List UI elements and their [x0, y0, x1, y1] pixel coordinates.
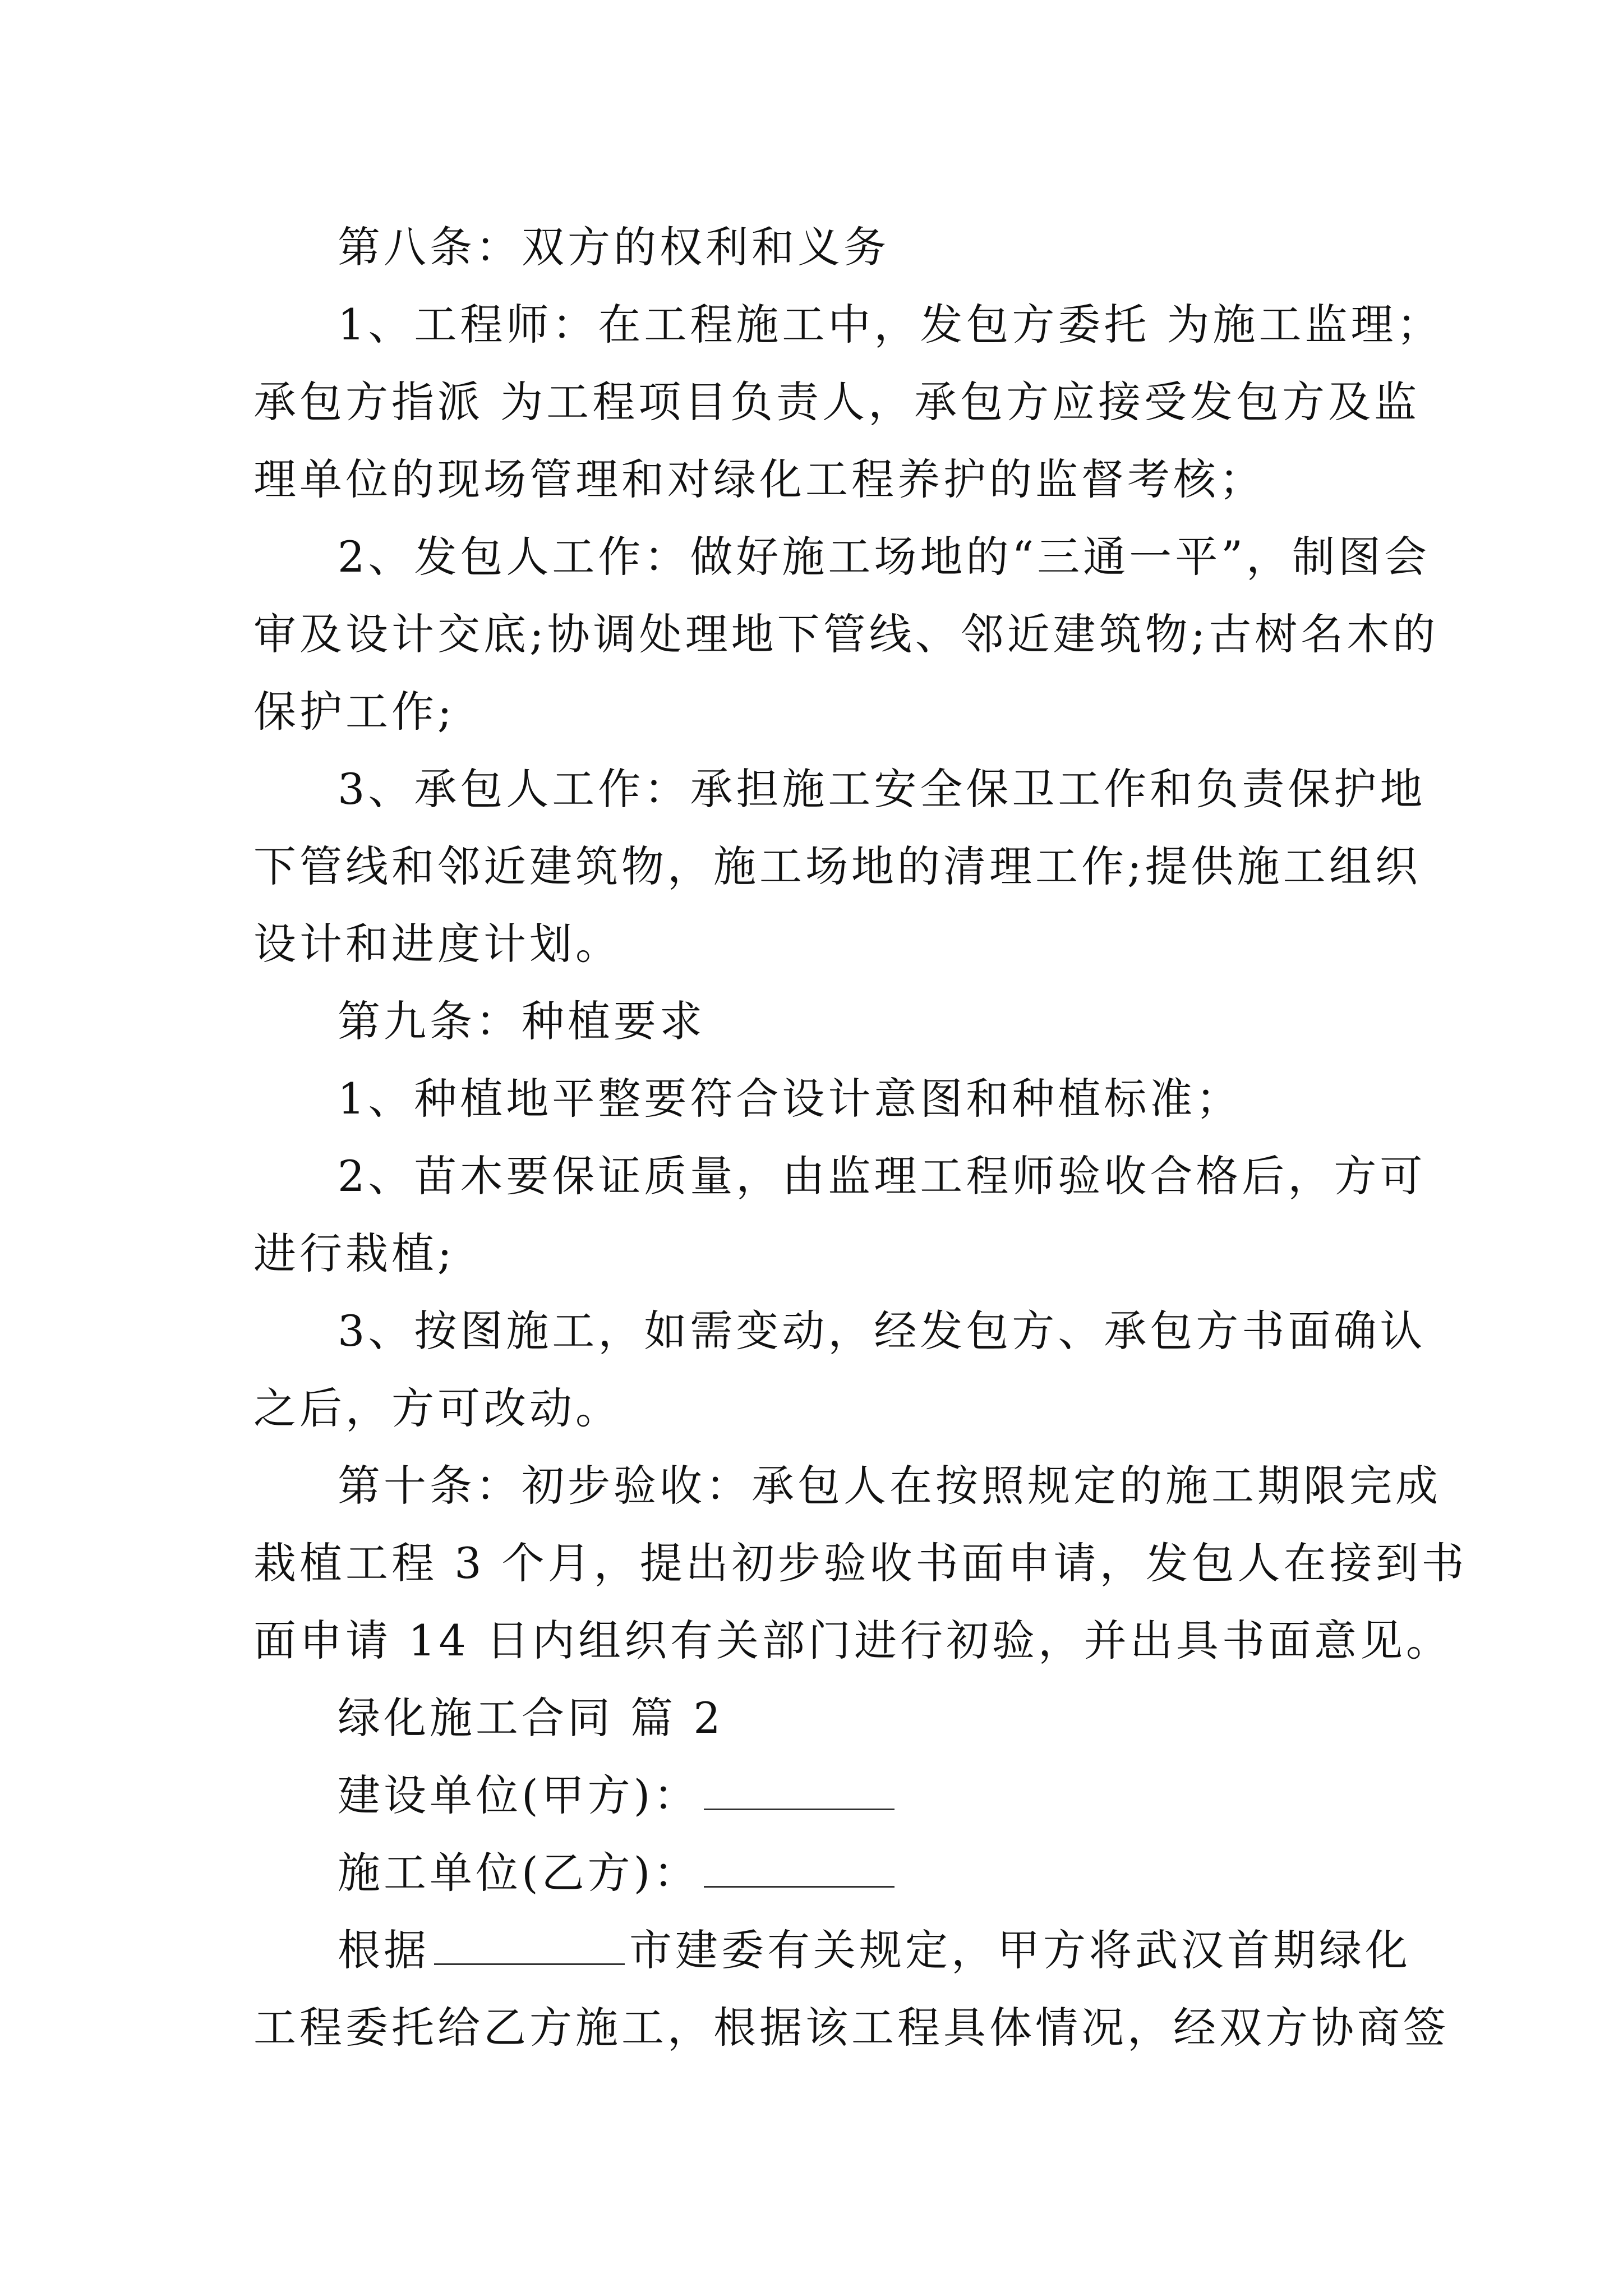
paragraph-line: 3、承包人工作：承担施工安全保卫工作和负责保护地 — [338, 764, 1426, 814]
document-body — [253, 209, 1468, 1757]
paragraph-line: 第十条：初步验收：承包人在按照规定的施工期限完成 — [338, 1461, 1441, 1511]
paragraph-line: 审及设计交底;协调处理地下管线、邻近建筑物;古树名木的 — [253, 609, 1439, 659]
party-a-label: 建设单位(甲方)： — [338, 1770, 700, 1820]
paragraph-line: 1、工程师：在工程施工中，发包方委托 为施工监理； — [338, 300, 1443, 349]
paragraph-line: 面申请 14 日内组织有关部门进行初验，并出具书面意见。 — [253, 1616, 1453, 1665]
paragraph-line: 3、按图施工，如需变动，经发包方、承包方书面确认 — [338, 1306, 1426, 1356]
basis-suffix: 市建委有关规定，甲方将武汉首期绿化 — [629, 1925, 1411, 1975]
paragraph-line: 理单位的现场管理和对绿化工程养护的监督考核； — [253, 454, 1265, 504]
paragraph-line: 第八条：双方的权利和义务 — [338, 222, 889, 272]
paragraph-line: 设计和进度计划。 — [253, 919, 621, 969]
paragraph-line: 之后，方可改动。 — [253, 1383, 621, 1433]
paragraph-line: 第九条：种植要求 — [338, 996, 706, 1046]
party-b-blank — [704, 1847, 895, 1888]
document-page — [253, 209, 1468, 2067]
paragraph-line: 2、发包人工作：做好施工场地的“三通一平”，制图会 — [338, 532, 1431, 582]
party-a-line — [253, 1757, 1386, 1834]
basis-line — [253, 1912, 1411, 1989]
paragraph-line: 2、苗木要保证质量，由监理工程师验收合格后，方可 — [338, 1151, 1426, 1201]
paragraph-line: 进行栽植; — [253, 1228, 455, 1278]
basis-prefix: 根据 — [338, 1925, 430, 1975]
paragraph-line: 保护工作; — [253, 687, 455, 737]
paragraph-line: 1、种植地平整要符合设计意图和种植标准； — [338, 1074, 1242, 1124]
city-blank — [434, 1924, 625, 1965]
party-a-blank — [704, 1769, 895, 1810]
party-b-line — [253, 1834, 1386, 1912]
party-b-label: 施工单位(乙方)： — [338, 1848, 700, 1898]
paragraph-line: 承包方指派 为工程项目负责人，承包方应接受发包方及监 — [253, 377, 1421, 427]
paragraph-line: 下管线和邻近建筑物，施工场地的清理工作;提供施工组织 — [253, 841, 1421, 891]
paragraph-line: 工程委托给乙方施工，根据该工程具体情况，经双方协商签 — [253, 2003, 1449, 2053]
paragraph-line: 栽植工程 3 个月，提出初步验收书面申请，发包人在接到书 — [253, 1538, 1468, 1588]
paragraph-line: 绿化施工合同 篇 2 — [338, 1693, 724, 1743]
